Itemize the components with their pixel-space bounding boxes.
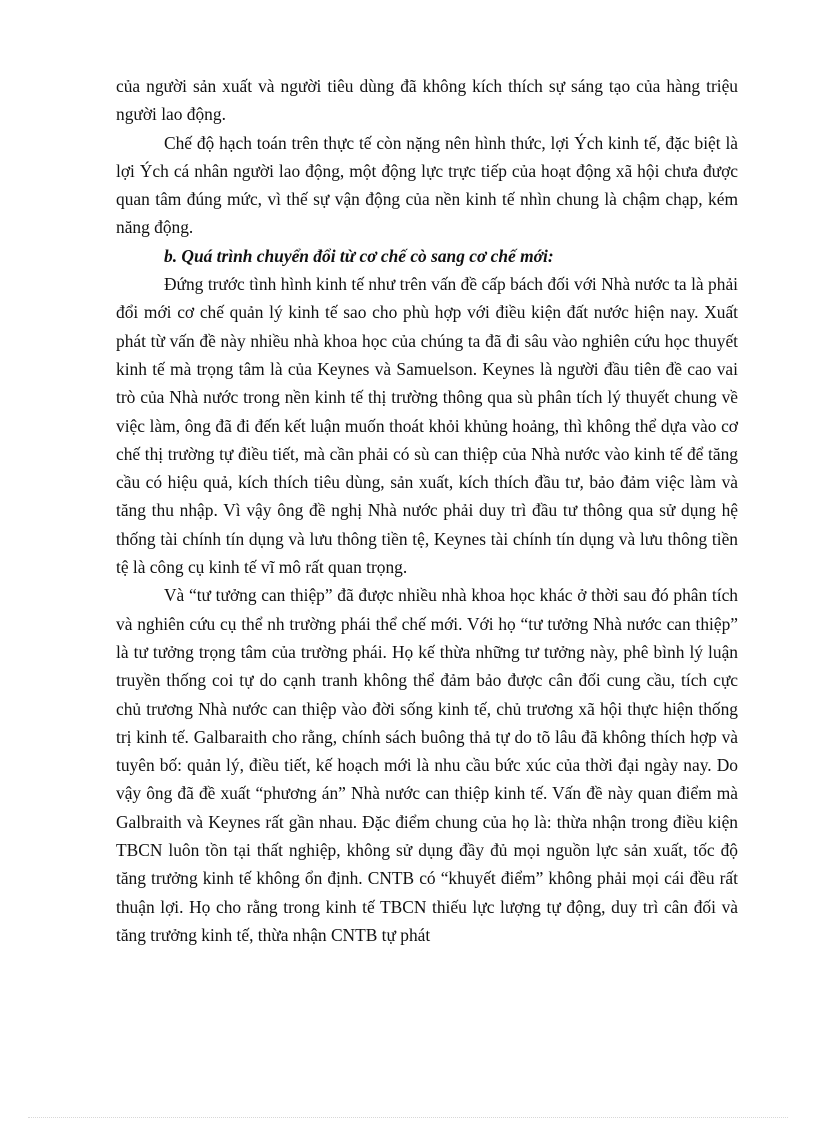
paragraph-continuation: của người sản xuất và người tiêu dùng đã không kích thích sự sáng tạo của hàng triệu người lao động. bbox=[116, 76, 738, 125]
page-bottom-divider bbox=[28, 1117, 788, 1118]
paragraph-accounting-regime: Chế độ hạch toán trên thực tế còn nặng nên hình thức, lợi Ých kinh tế, đặc biệt là lợi Ých cá nhân người lao động, một động lực trực tiếp của hoạt động xã hội chưa được quan tâm đúng mức, vì thế sự vận động của nền kinh tế nhìn chung là chậm chạp, kém năng động. bbox=[116, 132, 738, 238]
document-body bbox=[116, 72, 738, 949]
paragraph-keynes: Đứng trước tình hình kinh tế như trên vấn đề cấp bách đối với Nhà nước ta là phải đổi mới cơ chế quản lý kinh tế sao cho phù hợp với điều kiện đất nước hiện nay. Xuất phát từ vấn đề này nhiều nhà khoa học của chúng ta đã đi sâu vào nghiên cứu học thuyết kinh tế mà trọng tâm là của Keynes và Samuelson. Keynes là người đầu tiên đề cao vai trò của Nhà nước trong nền kinh tế thị trường thông qua sù phân tích lý thuyết chung về việc làm, ông đã đi đến kết luận muốn thoát khỏi khủng hoảng, thì không thể dựa vào cơ chế thị trường tự điều tiết, mà cần phải có sù can thiệp của Nhà nước vào kinh tế để tăng cầu có hiệu quả, kích thích tiêu dùng, sản xuất, kích thích đầu tư, bảo đảm việc làm và tăng thu nhập. Vì vậy ông đề nghị Nhà nước phải duy trì đầu tư thông qua sử dụng hệ thống tài chính tín dụng và lưu thông tiền tệ, Keynes tài chính tín dụng và lưu thông tiền tệ là công cụ kinh tế vĩ mô rất quan trọng. bbox=[116, 274, 738, 578]
paragraph-intervention-thought: Và “tư tưởng can thiệp” đã được nhiều nhà khoa học khác ở thời sau đó phân tích và nghiên cứu cụ thể nh trường phái thể chế mới. Với họ “tư tưởng Nhà nước can thiệp” là tư tưởng trọng tâm của trường phái. Họ kế thừa những tư tưởng này, phê bình lý luận truyền thống coi tự do cạnh tranh không thể đảm bảo được cân đối cung cầu, tích cực chủ trương Nhà nước can thiệp vào đời sống kinh tế, chủ trương xã hội thực hiện thống trị kinh tế. Galbaraith cho rằng, chính sách buông thả tự do tõ lâu đã không thích hợp và tuyên bố: quản lý, điều tiết, kế hoạch mới là nhu cầu bức xúc của thời đại ngày nay. Do vậy ông đã đề xuất “phương án” Nhà nước can thiệp kinh tế. Vấn đề này quan điểm mà Galbraith và Keynes rất gần nhau. Đặc điểm chung của họ là: thừa nhận trong điều kiện TBCN luôn tồn tại thất nghiệp, không sử dụng đầy đủ mọi nguồn lực sản xuất, tốc độ tăng trưởng kinh tế không ổn định. CNTB có “khuyết điểm” không phải mọi cái đều rất thuận lợi. Họ cho rằng trong kinh tế TBCN thiếu lực lượng tự động, duy trì cân đối và tăng trưởng kinh tế, thừa nhận CNTB tự phát bbox=[116, 585, 738, 945]
section-heading-b: b. Quá trình chuyển đổi từ cơ chế cò sang cơ chế mới: bbox=[164, 245, 554, 266]
